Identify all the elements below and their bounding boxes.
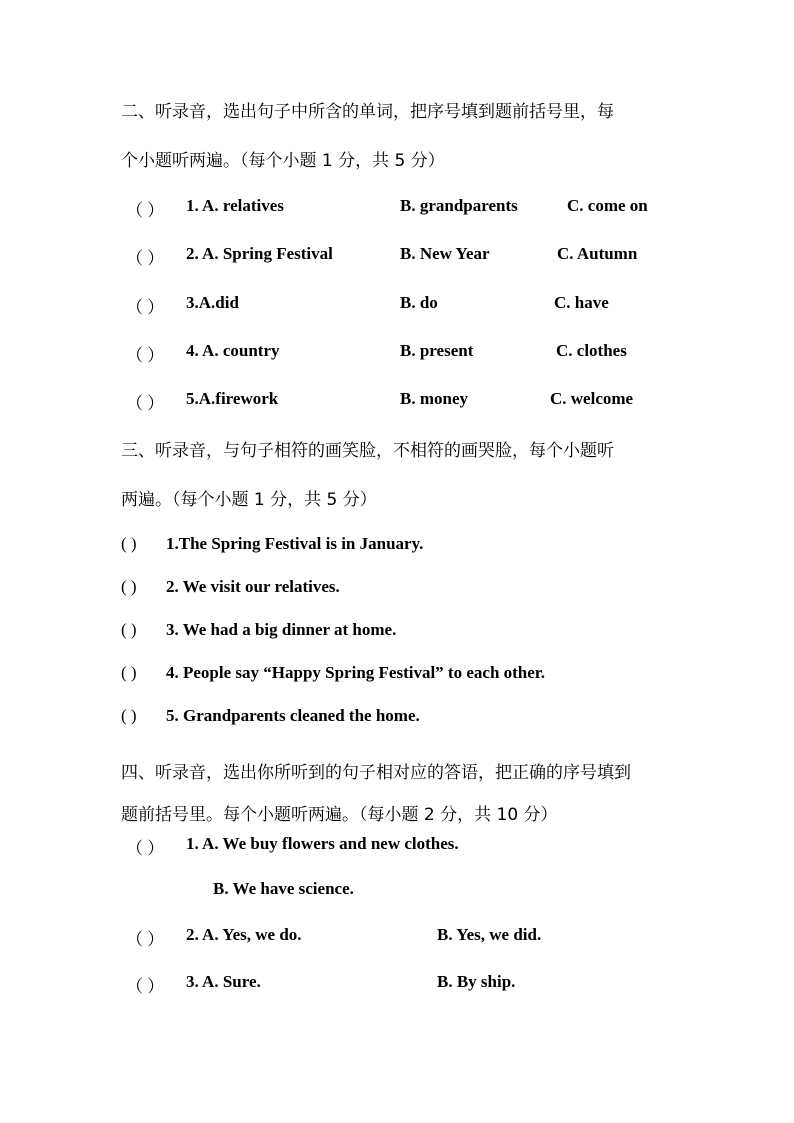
statement-text: 5. Grandparents cleaned the home. [166, 706, 420, 725]
answer-blank[interactable]: （ ） [126, 930, 165, 949]
answer-blank[interactable]: （ ） [126, 249, 165, 268]
option-c: C. clothes [556, 341, 627, 360]
option-b: B. By ship. [437, 972, 516, 991]
answer-blank[interactable]: （ ） [126, 346, 165, 365]
option-a: 1. A. We buy flowers and new clothes. [186, 834, 459, 853]
answer-blank[interactable]: ( ) [121, 534, 137, 553]
answer-blank[interactable]: ( ) [121, 663, 137, 682]
option-a: 4. A. country [186, 341, 280, 360]
option-a: 5.A.firework [186, 389, 279, 408]
option-b: B. present [400, 341, 474, 360]
option-b: B. grandparents [400, 196, 518, 215]
statement-text: 4. People say “Happy Spring Festival” to each other. [166, 663, 546, 682]
section3-heading-line1: 三、听录音，与句子相符的画笑脸，不相符的画哭脸，每个小题听 [121, 441, 614, 461]
answer-blank[interactable]: ( ) [121, 620, 137, 639]
option-a: 2. A. Spring Festival [186, 244, 333, 263]
answer-blank[interactable]: ( ) [121, 706, 137, 725]
option-c: C. come on [567, 196, 648, 215]
option-b: B. money [400, 389, 468, 408]
option-b: B. do [400, 293, 438, 312]
option-a: 3. A. Sure. [186, 972, 261, 991]
option-c: C. have [554, 293, 609, 312]
option-b: B. New Year [400, 244, 490, 263]
option-b: B. We have science. [213, 879, 354, 898]
statement-text: 2. We visit our relatives. [166, 577, 340, 596]
option-c: C. welcome [550, 389, 634, 408]
option-a: 2. A. Yes, we do. [186, 925, 302, 944]
section2-heading-line1: 二、听录音，选出句子中所含的单词，把序号填到题前括号里，每 [121, 102, 614, 122]
section3-heading-line2: 两遍。（每个小题 1 分，共 5 分） [121, 490, 377, 510]
statement-text: 1.The Spring Festival is in January. [166, 534, 424, 553]
answer-blank[interactable]: ( ) [121, 577, 137, 596]
answer-blank[interactable]: （ ） [126, 977, 165, 996]
answer-blank[interactable]: （ ） [126, 394, 165, 413]
answer-blank[interactable]: （ ） [126, 298, 165, 317]
section2-heading-line2: 个小题听两遍。（每个小题 1 分，共 5 分） [121, 151, 445, 171]
section4-heading-line1: 四、听录音，选出你所听到的句子相对应的答语，把正确的序号填到 [121, 763, 631, 783]
option-a: 1. A. relatives [186, 196, 284, 215]
option-b: B. Yes, we did. [437, 925, 542, 944]
section4-heading-line2: 题前括号里。每个小题听两遍。（每小题 2 分，共 10 分） [121, 805, 558, 825]
answer-blank[interactable]: （ ） [126, 839, 165, 858]
answer-blank[interactable]: （ ） [126, 201, 165, 220]
option-c: C. Autumn [557, 244, 638, 263]
option-a: 3.A.did [186, 293, 239, 312]
statement-text: 3. We had a big dinner at home. [166, 620, 397, 639]
